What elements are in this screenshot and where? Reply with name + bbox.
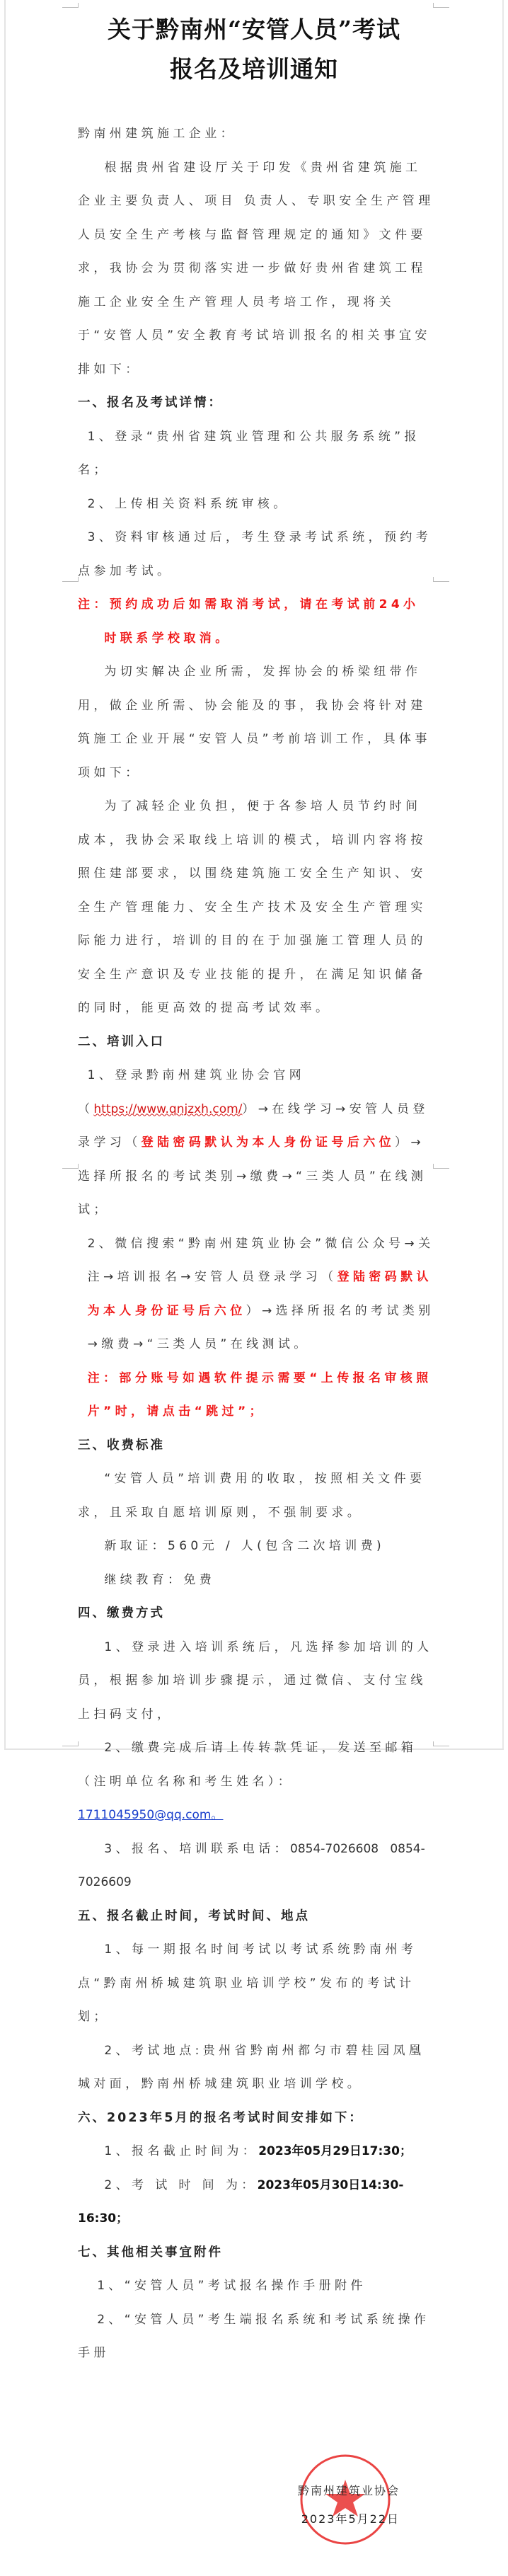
s6-item-2: [78, 2169, 434, 2236]
attachment-2[interactable]: 2、“安管人员”考生端报名系统和考试系统操作手册: [78, 2312, 430, 2360]
training-paragraph-1: 为切实解决企业所需，发挥协会的桥梁纽带作用，做企业所需、协会能及的事，我协会将针对建筑施工企业开展“安管人员”考前培训工作，具体事项如下：: [78, 665, 431, 780]
document-title: [0, 10, 508, 89]
s2-item-1-text-a: 1、登录黔南州建筑业协会官网（: [78, 1068, 306, 1116]
section-7-heading: 七、其他相关事宜附件: [78, 2245, 223, 2260]
s2-item-2-password-note: 登陆密码默认为本人身份证号后六位: [87, 1270, 432, 1318]
section-4-heading: 四、缴费方式: [78, 1606, 165, 1620]
margin-mark: [433, 577, 449, 582]
s2-item-2: [78, 1227, 434, 1362]
association-website-link[interactable]: https://www.qnjzxh.com/: [93, 1101, 243, 1116]
phone-separator: [379, 1842, 390, 1856]
signature-area: [78, 2477, 434, 2576]
s4-item-2: [78, 1731, 434, 1833]
signature-org: 黔南州建筑业协会: [297, 2483, 400, 2497]
signature-block: [279, 2477, 400, 2534]
signature-date: 2023年5月22日: [301, 2512, 400, 2526]
section-1-heading: 一、报名及考试详情：: [78, 396, 223, 410]
email-link[interactable]: 1711045950@qq.com。: [78, 1808, 224, 1822]
s2-note: 注：部分账号如遇软件提示需要“上传报名审核照片”时，请点击“跳过”；: [87, 1370, 432, 1419]
phone-2: 0854-7026609: [78, 1841, 425, 1889]
s3-new-cert-fee: 新取证：560元 / 人(包含二次培训费): [104, 1539, 386, 1553]
section-5-heading: 五、报名截止时间，考试时间、地点: [78, 1908, 310, 1923]
s2-item-2-text-c: ）→选择所报名的考试类别→缴费→“三类人员”在线测试。: [87, 1303, 434, 1351]
s5-item-1: 1、每一期报名时间考试以考试系统黔南州考点“黔南州桥城建筑职业培训学校”发布的考试计划；: [78, 1942, 417, 2024]
title-line-1: 关于黔南州“安管人员”考试: [108, 16, 400, 43]
attachment-1[interactable]: 1、“安管人员”考试报名操作手册附件: [97, 2279, 366, 2293]
section-3-heading: 三、收费标准: [78, 1438, 165, 1453]
title-line-2: 报名及培训通知: [170, 55, 338, 83]
s1-item-2: 2、上传相关资料系统审核。: [87, 496, 289, 511]
margin-mark: [433, 1164, 449, 1169]
margin-mark: [433, 1741, 449, 1746]
margin-mark: [62, 1741, 79, 1746]
margin-mark: [62, 1164, 79, 1169]
s6-item-2-label: 2、考 试 时 间 为：: [104, 2177, 258, 2192]
training-paragraph-2: 为了减轻企业负担，便于各参培人员节约时间成本，我协会采取线上培训的模式，培训内容将按照住建部要求，以围绕建筑施工安全生产知识、安全生产管理能力、安全生产技术及安全生产管理实际能力进行，培训的目的在于加强施工管理人员的安全生产意识及专业技能的提升，在满足知识储备的同时，能更高效的提高考试效率。: [78, 799, 427, 1015]
page-left-edge: [4, 0, 6, 1748]
margin-mark: [62, 577, 79, 582]
salutation: 黔南州建筑施工企业：: [78, 127, 236, 141]
exam-time: 2023年05月30日14:30-16:30；: [78, 2177, 404, 2226]
margin-mark: [433, 3, 449, 8]
s2-item-2-text-a: 2、微信搜索“黔南州建筑业协会”微信公众号→关注→培训报名→安管人员登录学习（: [87, 1236, 434, 1284]
s2-item-1: [78, 1059, 434, 1227]
phone-1: 0854-7026608: [290, 1841, 379, 1856]
s3-continuing-education-fee: 继续教育：免费: [104, 1572, 216, 1587]
registration-deadline: 2023年05月29日17:30；: [258, 2144, 412, 2158]
s6-item-1-label: 1、报名截止时间为：: [104, 2144, 259, 2158]
s2-item-1-text-b: ）→在线学习→安管人员登录学习（: [78, 1101, 429, 1150]
page-right-edge: [502, 0, 504, 1748]
s1-item-1: 1、登录“贵州省建筑业管理和公共服务系统”报名；: [78, 429, 420, 477]
s3-fee-text: “安管人员”培训费用的收取，按照相关文件要求，且采取自愿培训原则，不强制要求。: [78, 1472, 426, 1520]
s4-item-3: [78, 1833, 434, 1900]
s1-note: 注：预约成功后如需取消考试，请在考试前24小时联系学校取消。: [78, 597, 420, 646]
document-body: [78, 118, 434, 2576]
s4-item-3-text: 3、报名、培训联系电话：: [104, 1841, 291, 1856]
intro-paragraph: 根据贵州省建设厅关于印发《贵州省建筑施工企业主要负责人、项目 负责人、专职安全生产管理人员安全生产考核与监督管理规定的通知》文件要求，我协会为贯彻落实进一步做好贵州省建筑工程施工企业安全生产管理人员考培工作，现将关于“安管人员”安全教育考试培训报名的相关事宜安排如下：: [78, 160, 434, 377]
s1-item-3: 3、资料审核通过后，考生登录考试系统，预约考点参加考试。: [78, 530, 432, 578]
s5-item-2: 2、考试地点:贵州省黔南州都匀市碧桂园凤凰城对面，黔南州桥城建筑职业培训学校。: [78, 2043, 425, 2091]
s6-item-1: [78, 2135, 434, 2169]
s4-item-2-text: 2、缴费完成后请上传转款凭证，发送至邮箱（注明单位名称和考生姓名）：: [78, 1741, 417, 1789]
s2-item-1-password-note: 登陆密码默认为本人身份证号后六位: [141, 1135, 396, 1150]
section-6-heading: 六、2023年5月的报名考试时间安排如下：: [78, 2110, 364, 2125]
margin-mark: [62, 3, 79, 8]
s2-item-1-text-c: ）→选择所报名的考试类别→缴费→“三类人员”在线测试；: [78, 1135, 427, 1217]
s4-item-1: 1、登录进入培训系统后，凡选择参加培训的人员，根据参加培训步骤提示，通过微信、支付宝线上扫码支付，: [78, 1639, 433, 1722]
section-2-heading: 二、培训入口: [78, 1034, 165, 1049]
